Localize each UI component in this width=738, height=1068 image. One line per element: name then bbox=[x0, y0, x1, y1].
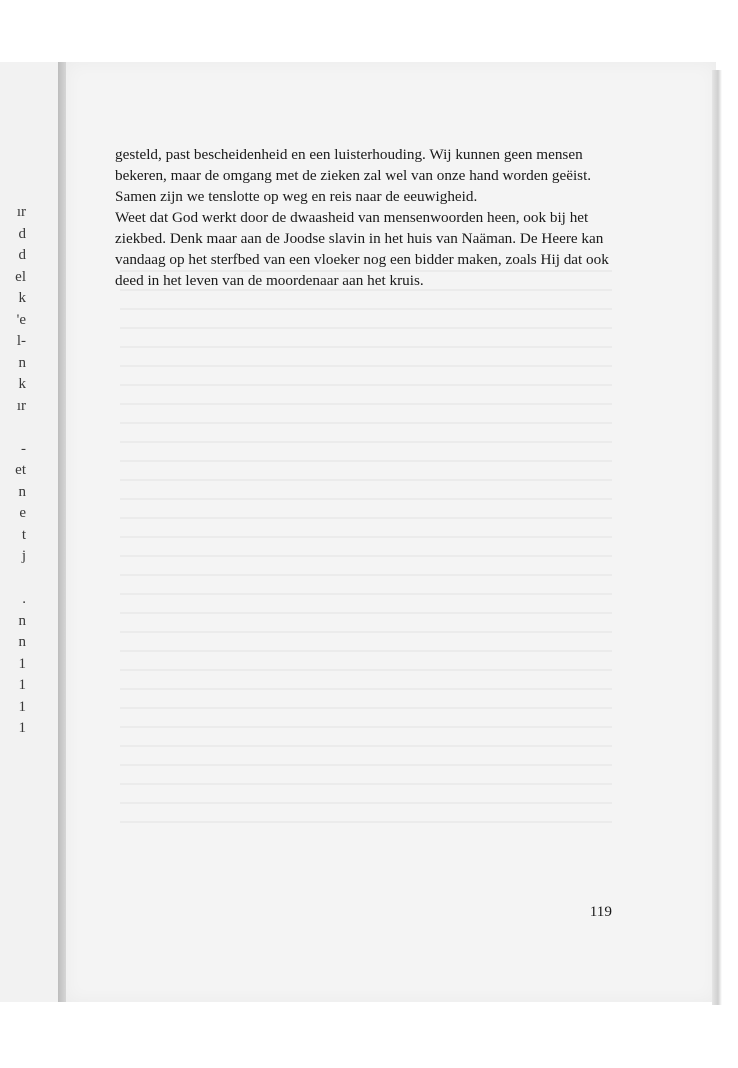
page-edge bbox=[712, 70, 722, 1005]
left-fragment: l- bbox=[16, 333, 26, 349]
left-fragment: 'e bbox=[16, 311, 26, 328]
text-line: deed in het leven van de moordenaar aan het kruis. bbox=[115, 272, 424, 289]
left-fragment: ır bbox=[16, 204, 26, 220]
text-line: Weet dat God werkt door de dwaasheid van mensenwoorden heen, ook bij het bbox=[115, 209, 589, 226]
left-fragment: 1 bbox=[18, 698, 26, 715]
left-fragment: k bbox=[18, 376, 26, 392]
left-fragment: - bbox=[21, 440, 26, 457]
page-number: 119 bbox=[589, 903, 612, 920]
left-fragment: j bbox=[21, 548, 26, 564]
left-fragment: . bbox=[22, 591, 26, 607]
left-facing-page bbox=[0, 62, 58, 1002]
left-fragment: et bbox=[15, 462, 26, 478]
left-fragment: d bbox=[18, 247, 26, 263]
text-line: bekeren, maar de omgang met de zieken zal wel van onze hand worden geëist. bbox=[115, 167, 592, 184]
left-fragment bbox=[0, 417, 26, 439]
left-fragment: n bbox=[18, 483, 26, 500]
bleed-through-texture bbox=[120, 270, 612, 870]
text-line: Samen zijn we tenslotte op weg en reis naar de eeuwigheid. bbox=[115, 188, 478, 205]
left-fragment: 1 bbox=[18, 655, 26, 672]
text-line: ziekbed. Denk maar aan de Joodse slavin in het huis van Naäman. De Heere kan bbox=[115, 230, 604, 247]
left-fragment: d bbox=[18, 225, 26, 242]
left-fragment: t bbox=[21, 526, 26, 543]
left-page-text-fragments bbox=[0, 202, 26, 740]
left-fragment: n bbox=[18, 634, 26, 650]
left-fragment: k bbox=[18, 290, 26, 306]
left-fragment: n bbox=[18, 354, 26, 371]
text-line: gesteld, past bescheidenheid en een luisterhouding. Wij kunnen geen mensen bbox=[115, 146, 583, 163]
text-line: vandaag op het sterfbed van een vloeker nog een bidder maken, zoals Hij dat ook bbox=[115, 251, 609, 268]
left-fragment: n bbox=[18, 612, 26, 629]
left-fragment: ır bbox=[16, 397, 26, 414]
left-fragment bbox=[0, 568, 26, 590]
left-fragment: el bbox=[15, 268, 26, 285]
left-fragment: e bbox=[19, 505, 26, 521]
binding-gutter bbox=[58, 62, 66, 1002]
left-fragment: 1 bbox=[18, 720, 26, 736]
body-text bbox=[115, 144, 613, 291]
left-fragment: 1 bbox=[18, 677, 26, 693]
